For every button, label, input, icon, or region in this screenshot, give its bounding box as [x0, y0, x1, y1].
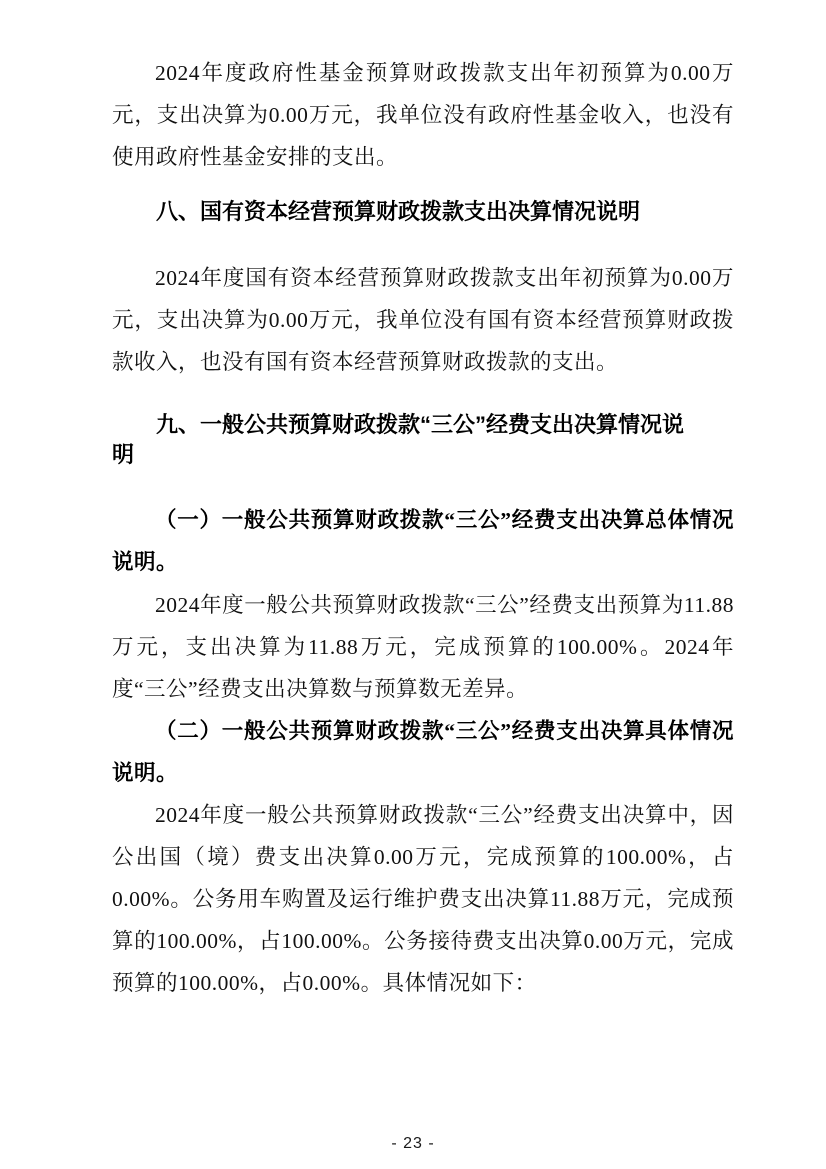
- heading-section-8-state-capital: 八、国有资本经营预算财政拨款支出决算情况说明: [156, 199, 641, 224]
- paragraph-three-public-specific: 2024年度一般公共预算财政拨款“三公”经费支出决算中，因公出国（境）费支出决算0.00万元，完成预算的100.00%，占0.00%。公务用车购置及运行维护费支出决算11.88万元，完成预算的100.00%，占100.00%。公务接待费支出决算0.00万元，完成预算的100.00%，占0.00%。具体情况如下：: [112, 803, 734, 995]
- subheading-2-specific-situation: （二）一般公共预算财政拨款“三公”经费支出决算具体情况说明。: [112, 719, 734, 785]
- paragraph-government-fund-budget: 2024年度政府性基金预算财政拨款支出年初预算为0.00万元，支出决算为0.00万元，我单位没有政府性基金收入，也没有使用政府性基金安排的支出。: [112, 61, 734, 169]
- document-content: [112, 0, 734, 1004]
- paragraph-state-capital-budget: 2024年度国有资本经营预算财政拨款支出年初预算为0.00万元，支出决算为0.00万元，我单位没有国有资本经营预算财政拨款收入，也没有国有资本经营预算财政拨款的支出。: [112, 266, 734, 374]
- paragraph-three-public-overall: 2024年度一般公共预算财政拨款“三公”经费支出预算为11.88万元，支出决算为11.88万元，完成预算的100.00%。2024年度“三公”经费支出决算数与预算数无差异。: [112, 593, 734, 701]
- heading-section-9-three-public-funds: 九、一般公共预算财政拨款“三公”经费支出决算情况说明: [112, 412, 685, 467]
- page-number: - 23 -: [391, 1135, 435, 1152]
- subheading-1-overall-situation: （一）一般公共预算财政拨款“三公”经费支出决算总体情况说明。: [112, 508, 734, 574]
